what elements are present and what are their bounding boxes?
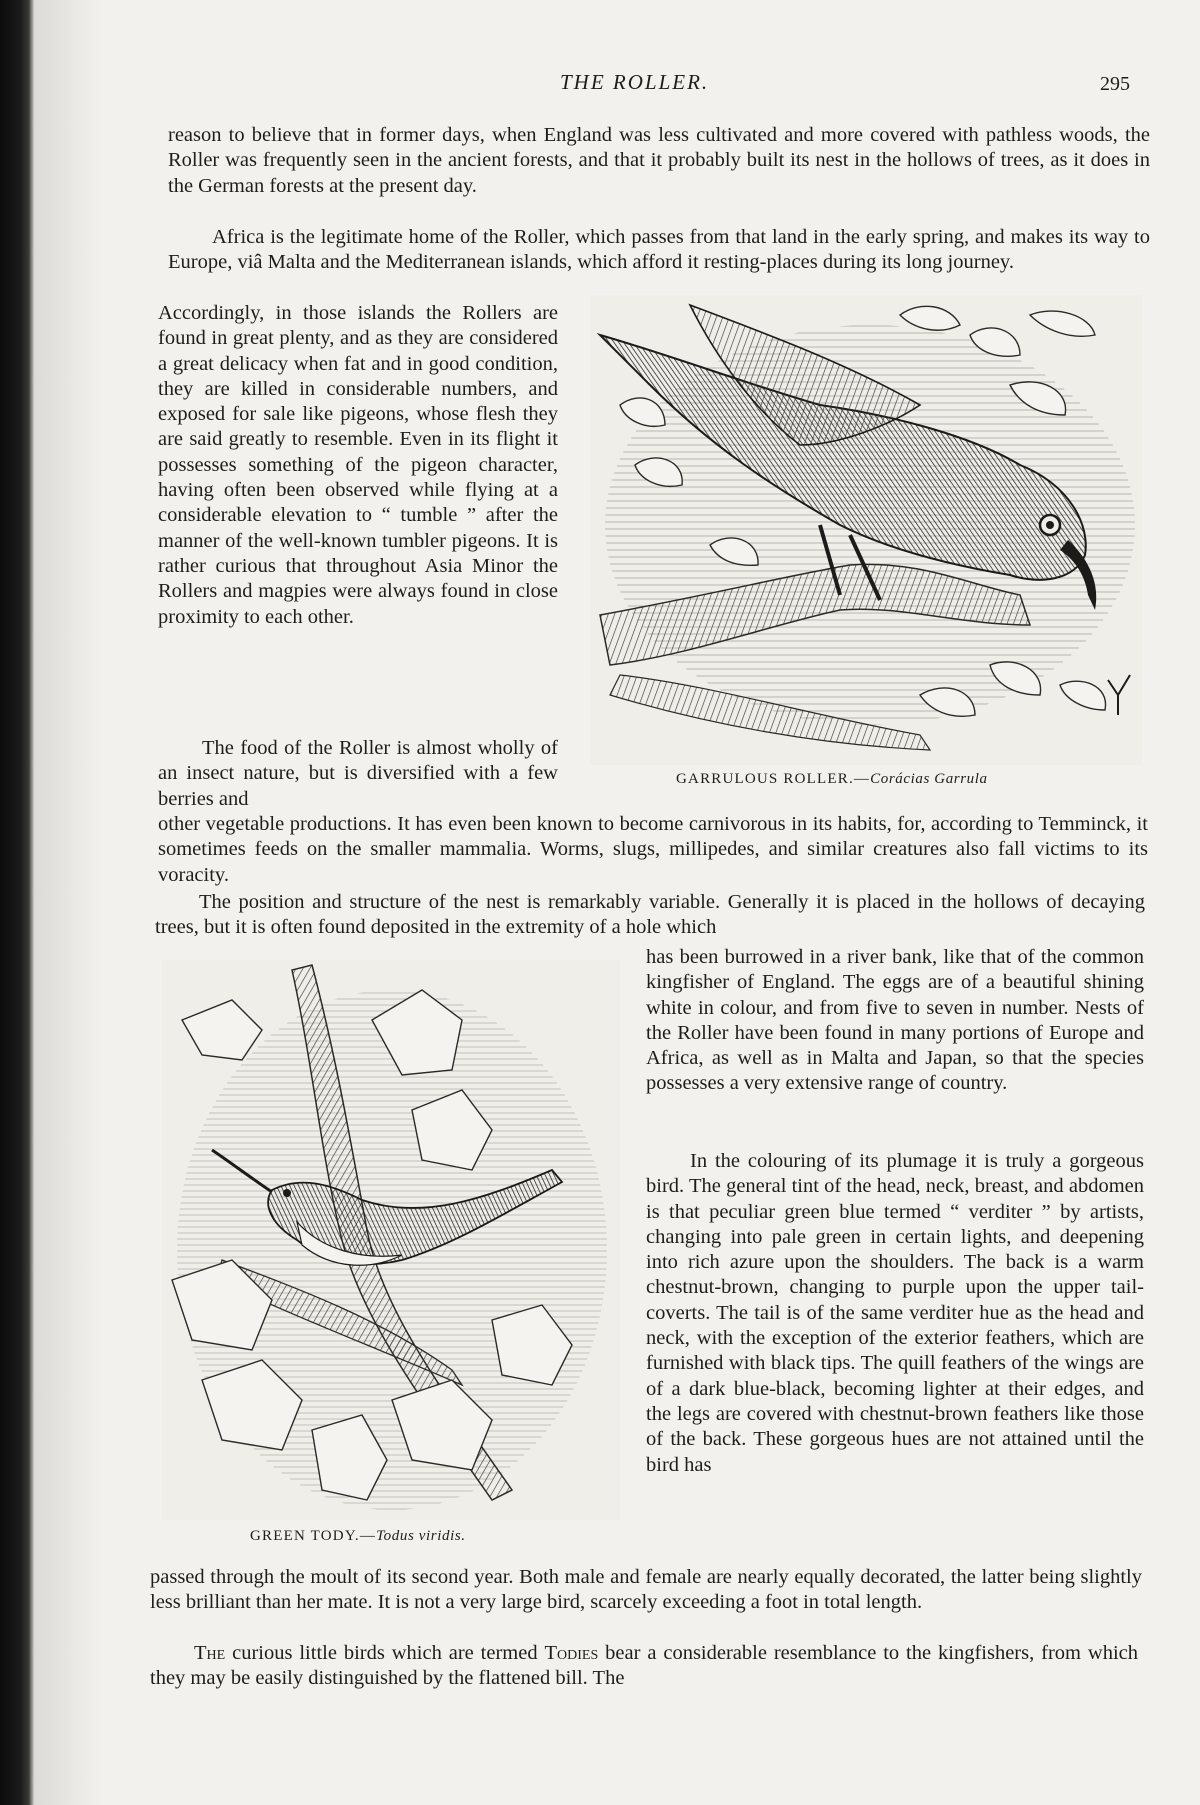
roller-engraving-drawing — [590, 295, 1142, 765]
small-caps-lead: The — [194, 1642, 226, 1664]
paragraph-1: reason to believe that in former days, when England was less cultivated and more covered with pathless woods, the Roller was frequently seen in the ancient forests, and that it probably built its nest in the hollows of trees, as it does in the German forests at the present day. — [168, 124, 1150, 197]
paragraph-2-full: Africa is the legitimate home of the Roller, which passes from that land in the early spring, and makes its way to Europe, viâ Malta and the Mediterranean islands, which afford it resting-places during its long journey. — [168, 226, 1150, 274]
paragraph-4-full: The position and structure of the nest is remarkably variable. Generally it is placed in the hollows of decaying trees, but it is often found deposited in the extremity of a hole which — [155, 891, 1145, 939]
garrulous-roller-engraving — [590, 295, 1142, 765]
paragraph-5-full: passed through the moult of its second year. Both male and female are nearly equally decorated, the latter being slightly less brilliant than her mate. It is not a very large bird, scarcely exceeding a foot in total length. — [150, 1566, 1142, 1614]
tody-caption-main: GREEN TODY.— — [250, 1528, 377, 1544]
green-tody-engraving — [162, 960, 620, 1520]
roller-caption-scientific: Corácias Garrula — [870, 771, 988, 787]
paragraph-2-wrap: Accordingly, in those islands the Rollers are found in great plenty, and as they are considered a great delicacy when fat and in good condition, they are killed in considerable numbers, and exposed for sale like pigeons, whose flesh they are said greatly to resemble. Even in its flight it possesses something of the pigeon character, having often been observed while flying at a considerable elevation to “ tumble ” after the manner of the well-known tumbler pigeons. It is rather curious that throughout Asia Minor the Rollers and magpies were always found in close proximity to each other. — [158, 302, 558, 628]
paragraph-3-full: other vegetable productions. It has even been known to become carnivorous in its habits, for, according to Temminck, it sometimes feeds on the smaller mammalia. Worms, slugs, millipedes, and similar creatures also fall victims to its voracity. — [158, 813, 1148, 886]
tody-caption-scientific: Todus viridis. — [376, 1528, 466, 1544]
paragraph-6-text-b: bear a considerable resemblance to the kingfishers, from which they may be easily distinguished by the flattened bill. The — [150, 1642, 1138, 1690]
paragraph-6 — [150, 1641, 1138, 1692]
running-head: THE ROLLER. — [560, 70, 710, 94]
small-caps-todies: Todies — [544, 1642, 599, 1664]
book-binding-edge — [0, 0, 34, 1805]
roller-caption-main: GARRULOUS ROLLER.— — [676, 771, 871, 787]
page-gutter-shadow — [34, 0, 104, 1805]
paragraph-3-wrap: The food of the Roller is almost wholly of an insect nature, but is diversified with a few berries and — [158, 737, 558, 810]
paragraph-6-text-a: curious little birds which are termed — [225, 1642, 545, 1664]
page-header — [0, 70, 1200, 106]
tody-engraving-drawing — [162, 960, 620, 1520]
page-number: 295 — [1100, 73, 1130, 95]
roller-caption — [676, 771, 988, 788]
paragraph-4-wrap: has been burrowed in a river bank, like that of the common kingfisher of England. The eggs are of a beautiful shining white in colour, and from five to seven in number. Nests of the Roller have been found in many portions of Europe and Africa, as well as in Malta and Japan, so that the species possesses a very extensive range of country. — [646, 946, 1144, 1095]
tody-caption — [250, 1528, 466, 1545]
paragraph-5-wrap: In the colouring of its plumage it is truly a gorgeous bird. The general tint of the head, neck, breast, and abdomen is that peculiar green blue termed “ verditer ” by artists, changing into pale green in certain lights, and deepening into rich azure upon the shoulders. The back is a warm chestnut-brown, changing to purple upon the upper tail-coverts. The tail is of the same verditer hue as the head and neck, with the exception of the exterior feathers, which are furnished with black tips. The quill feathers of the wings are of a dark blue-black, becoming lighter at their edges, and the legs are covered with chestnut-brown feathers like those of the back. These gorgeous hues are not attained until the bird has — [646, 1150, 1144, 1476]
